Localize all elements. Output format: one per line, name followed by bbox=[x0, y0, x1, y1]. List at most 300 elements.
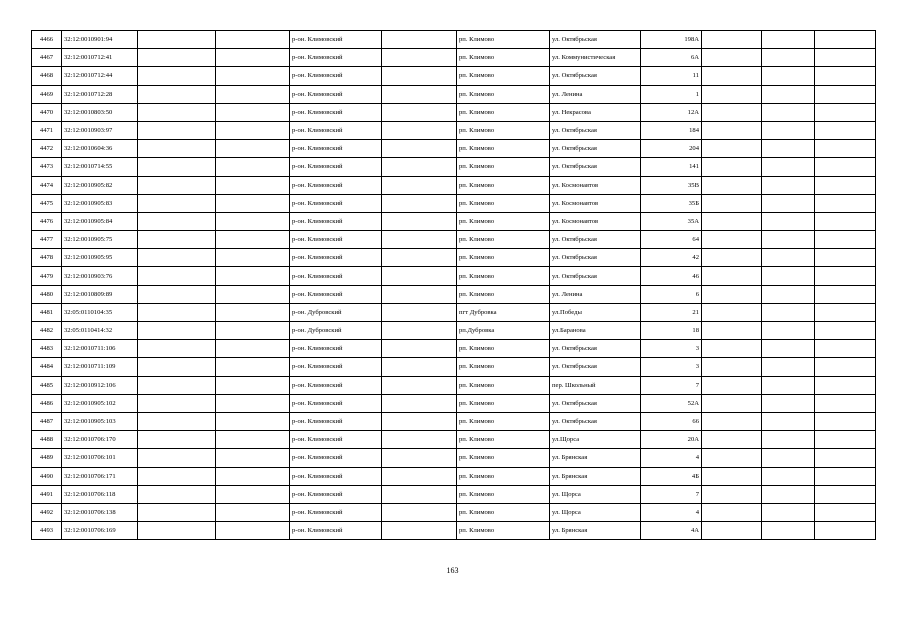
table-row bbox=[32, 249, 876, 267]
cell-record-number: 4468 bbox=[32, 67, 62, 85]
cell-empty bbox=[382, 322, 457, 340]
cell-empty bbox=[382, 376, 457, 394]
cell-empty bbox=[138, 103, 216, 121]
cell-cadastral-number: 32:12:0010905:82 bbox=[62, 176, 138, 194]
cell-empty bbox=[138, 121, 216, 139]
cell-empty bbox=[762, 485, 815, 503]
cell-district: р-он. Климовский bbox=[290, 49, 382, 67]
cell-settlement: рп. Климово bbox=[457, 194, 550, 212]
cell-district: р-он. Климовский bbox=[290, 340, 382, 358]
cell-district: р-он. Дубровский bbox=[290, 322, 382, 340]
cell-street: ул.Победы bbox=[550, 303, 641, 321]
cell-empty bbox=[382, 231, 457, 249]
cell-empty bbox=[762, 140, 815, 158]
registry-body bbox=[32, 31, 876, 540]
cell-street: ул. Октябрьская bbox=[550, 140, 641, 158]
cell-empty bbox=[702, 394, 762, 412]
cell-empty bbox=[216, 303, 290, 321]
cell-record-number: 4479 bbox=[32, 267, 62, 285]
cell-record-number: 4488 bbox=[32, 431, 62, 449]
cell-settlement: рп. Климово bbox=[457, 121, 550, 139]
cell-cadastral-number: 32:12:0010706:138 bbox=[62, 503, 138, 521]
cell-house-number: 3 bbox=[641, 340, 702, 358]
cell-empty bbox=[815, 322, 876, 340]
cell-district: р-он. Климовский bbox=[290, 249, 382, 267]
cell-street: ул. Октябрьская bbox=[550, 31, 641, 49]
cell-empty bbox=[138, 194, 216, 212]
cell-street: ул. Октябрьская bbox=[550, 394, 641, 412]
cell-empty bbox=[702, 194, 762, 212]
cell-district: р-он. Климовский bbox=[290, 267, 382, 285]
cell-house-number: 7 bbox=[641, 485, 702, 503]
cell-empty bbox=[216, 340, 290, 358]
cell-street: ул. Щорса bbox=[550, 503, 641, 521]
cell-record-number: 4469 bbox=[32, 85, 62, 103]
cell-street: ул. Щорса bbox=[550, 485, 641, 503]
cell-record-number: 4493 bbox=[32, 522, 62, 540]
cell-cadastral-number: 32:05:0110104:35 bbox=[62, 303, 138, 321]
cell-district: р-он. Климовский bbox=[290, 412, 382, 430]
cell-cadastral-number: 32:05:0110414:32 bbox=[62, 322, 138, 340]
cell-empty bbox=[138, 503, 216, 521]
cell-empty bbox=[702, 322, 762, 340]
cell-empty bbox=[216, 267, 290, 285]
table-row bbox=[32, 412, 876, 430]
cell-empty bbox=[762, 376, 815, 394]
cell-empty bbox=[216, 358, 290, 376]
cell-empty bbox=[138, 158, 216, 176]
cell-empty bbox=[382, 194, 457, 212]
cell-empty bbox=[702, 267, 762, 285]
cell-settlement: рп. Климово bbox=[457, 503, 550, 521]
cell-settlement: рп. Климово bbox=[457, 85, 550, 103]
cell-record-number: 4487 bbox=[32, 412, 62, 430]
table-row bbox=[32, 485, 876, 503]
cell-empty bbox=[815, 303, 876, 321]
cell-street: ул. Октябрьская bbox=[550, 67, 641, 85]
cell-empty bbox=[702, 376, 762, 394]
cell-empty bbox=[702, 140, 762, 158]
cell-empty bbox=[702, 85, 762, 103]
cell-street: ул. Брянская bbox=[550, 522, 641, 540]
cell-record-number: 4473 bbox=[32, 158, 62, 176]
cell-empty bbox=[216, 285, 290, 303]
cell-empty bbox=[216, 212, 290, 230]
cell-empty bbox=[382, 67, 457, 85]
cell-cadastral-number: 32:12:0010712:44 bbox=[62, 67, 138, 85]
table-row bbox=[32, 394, 876, 412]
cell-empty bbox=[382, 449, 457, 467]
cell-cadastral-number: 32:12:0010706:118 bbox=[62, 485, 138, 503]
table-row bbox=[32, 267, 876, 285]
cell-district: р-он. Климовский bbox=[290, 140, 382, 158]
cell-empty bbox=[382, 358, 457, 376]
cell-empty bbox=[815, 522, 876, 540]
cell-record-number: 4470 bbox=[32, 103, 62, 121]
cell-settlement: рп. Климово bbox=[457, 158, 550, 176]
cell-house-number: 46 bbox=[641, 267, 702, 285]
cell-empty bbox=[815, 158, 876, 176]
cell-house-number: 4 bbox=[641, 503, 702, 521]
cell-house-number: 11 bbox=[641, 67, 702, 85]
cell-empty bbox=[216, 194, 290, 212]
cell-empty bbox=[815, 31, 876, 49]
cell-settlement: рп. Климово bbox=[457, 231, 550, 249]
cell-empty bbox=[138, 249, 216, 267]
cell-empty bbox=[815, 503, 876, 521]
table-row bbox=[32, 194, 876, 212]
cell-empty bbox=[815, 212, 876, 230]
cell-district: р-он. Дубровский bbox=[290, 303, 382, 321]
table-row bbox=[32, 176, 876, 194]
cell-record-number: 4484 bbox=[32, 358, 62, 376]
cell-settlement: рп. Климово bbox=[457, 176, 550, 194]
cell-empty bbox=[216, 103, 290, 121]
cell-empty bbox=[815, 412, 876, 430]
cell-empty bbox=[138, 522, 216, 540]
cell-cadastral-number: 32:12:0010706:169 bbox=[62, 522, 138, 540]
cell-empty bbox=[382, 285, 457, 303]
cell-empty bbox=[382, 212, 457, 230]
cell-house-number: 6 bbox=[641, 285, 702, 303]
cell-record-number: 4466 bbox=[32, 31, 62, 49]
cell-empty bbox=[815, 49, 876, 67]
cell-empty bbox=[762, 267, 815, 285]
cell-empty bbox=[762, 412, 815, 430]
cell-street: ул. Некрасова bbox=[550, 103, 641, 121]
cell-district: р-он. Климовский bbox=[290, 158, 382, 176]
cell-empty bbox=[138, 303, 216, 321]
cell-empty bbox=[702, 503, 762, 521]
cell-settlement: рп. Климово bbox=[457, 140, 550, 158]
cell-district: р-он. Климовский bbox=[290, 431, 382, 449]
cell-district: р-он. Климовский bbox=[290, 467, 382, 485]
cell-district: р-он. Климовский bbox=[290, 121, 382, 139]
cell-empty bbox=[702, 49, 762, 67]
table-row bbox=[32, 358, 876, 376]
cell-district: р-он. Климовский bbox=[290, 394, 382, 412]
cell-empty bbox=[216, 67, 290, 85]
cell-empty bbox=[382, 249, 457, 267]
cell-street: пер. Школьный bbox=[550, 376, 641, 394]
cell-district: р-он. Климовский bbox=[290, 358, 382, 376]
cell-empty bbox=[702, 121, 762, 139]
cell-house-number: 64 bbox=[641, 231, 702, 249]
cell-empty bbox=[138, 340, 216, 358]
cell-empty bbox=[138, 267, 216, 285]
cell-settlement: рп. Климово bbox=[457, 103, 550, 121]
cell-empty bbox=[382, 176, 457, 194]
cell-empty bbox=[762, 340, 815, 358]
cell-street: ул. Космонавтов bbox=[550, 194, 641, 212]
cell-empty bbox=[382, 485, 457, 503]
cell-empty bbox=[815, 340, 876, 358]
table-row bbox=[32, 158, 876, 176]
cell-empty bbox=[762, 449, 815, 467]
cell-district: р-он. Климовский bbox=[290, 503, 382, 521]
table-row bbox=[32, 231, 876, 249]
cell-cadastral-number: 32:12:0010604:36 bbox=[62, 140, 138, 158]
cell-empty bbox=[702, 212, 762, 230]
cell-empty bbox=[382, 340, 457, 358]
cell-cadastral-number: 32:12:0010706:101 bbox=[62, 449, 138, 467]
cell-record-number: 4480 bbox=[32, 285, 62, 303]
cell-record-number: 4486 bbox=[32, 394, 62, 412]
cell-district: р-он. Климовский bbox=[290, 194, 382, 212]
cell-street: ул. Октябрьская bbox=[550, 121, 641, 139]
cell-settlement: рп. Климово bbox=[457, 267, 550, 285]
cell-empty bbox=[762, 503, 815, 521]
cell-empty bbox=[138, 467, 216, 485]
cell-record-number: 4472 bbox=[32, 140, 62, 158]
cell-empty bbox=[138, 394, 216, 412]
cell-empty bbox=[216, 85, 290, 103]
cell-settlement: рп.Дубровка bbox=[457, 322, 550, 340]
cell-empty bbox=[815, 249, 876, 267]
table-row bbox=[32, 449, 876, 467]
cell-settlement: рп. Климово bbox=[457, 376, 550, 394]
cell-settlement: рп. Климово bbox=[457, 431, 550, 449]
cell-record-number: 4482 bbox=[32, 322, 62, 340]
cell-cadastral-number: 32:12:0010905:103 bbox=[62, 412, 138, 430]
cell-empty bbox=[138, 176, 216, 194]
cell-record-number: 4475 bbox=[32, 194, 62, 212]
cell-empty bbox=[815, 358, 876, 376]
cell-empty bbox=[815, 85, 876, 103]
cell-empty bbox=[216, 249, 290, 267]
cell-empty bbox=[382, 140, 457, 158]
cell-settlement: рп. Климово bbox=[457, 449, 550, 467]
cell-empty bbox=[138, 322, 216, 340]
cell-empty bbox=[762, 249, 815, 267]
page-number: 163 bbox=[446, 566, 459, 575]
cell-district: р-он. Климовский bbox=[290, 285, 382, 303]
cell-district: р-он. Климовский bbox=[290, 103, 382, 121]
cell-empty bbox=[762, 176, 815, 194]
table-row bbox=[32, 303, 876, 321]
cell-empty bbox=[382, 394, 457, 412]
cell-settlement: рп. Климово bbox=[457, 212, 550, 230]
cell-empty bbox=[216, 467, 290, 485]
cell-empty bbox=[815, 431, 876, 449]
cell-street: ул. Брянская bbox=[550, 449, 641, 467]
cell-empty bbox=[138, 85, 216, 103]
cell-cadastral-number: 32:12:0010905:95 bbox=[62, 249, 138, 267]
cell-empty bbox=[702, 358, 762, 376]
cell-empty bbox=[762, 522, 815, 540]
cell-empty bbox=[702, 249, 762, 267]
table-row bbox=[32, 49, 876, 67]
cell-settlement: рп. Климово bbox=[457, 340, 550, 358]
cell-empty bbox=[216, 31, 290, 49]
table-row bbox=[32, 121, 876, 139]
table-row bbox=[32, 212, 876, 230]
cell-empty bbox=[216, 140, 290, 158]
cell-district: р-он. Климовский bbox=[290, 67, 382, 85]
cell-district: р-он. Климовский bbox=[290, 522, 382, 540]
cell-record-number: 4471 bbox=[32, 121, 62, 139]
cell-empty bbox=[702, 522, 762, 540]
cell-empty bbox=[762, 67, 815, 85]
table-row bbox=[32, 67, 876, 85]
cell-cadastral-number: 32:12:0010903:76 bbox=[62, 267, 138, 285]
cell-empty bbox=[702, 285, 762, 303]
cell-settlement: рп. Климово bbox=[457, 412, 550, 430]
cell-cadastral-number: 32:12:0010905:102 bbox=[62, 394, 138, 412]
table-row bbox=[32, 340, 876, 358]
cell-district: р-он. Климовский bbox=[290, 485, 382, 503]
cell-settlement: рп. Климово bbox=[457, 394, 550, 412]
cell-empty bbox=[216, 176, 290, 194]
cell-settlement: рп. Климово bbox=[457, 467, 550, 485]
cell-district: р-он. Климовский bbox=[290, 176, 382, 194]
registry-table bbox=[31, 30, 876, 540]
table-row bbox=[32, 285, 876, 303]
cell-empty bbox=[382, 158, 457, 176]
cell-settlement: рп. Климово bbox=[457, 358, 550, 376]
cell-district: р-он. Климовский bbox=[290, 85, 382, 103]
cell-street: ул. Коммунистическая bbox=[550, 49, 641, 67]
cell-house-number: 35Б bbox=[641, 194, 702, 212]
cell-empty bbox=[762, 212, 815, 230]
cell-empty bbox=[138, 412, 216, 430]
cell-empty bbox=[382, 412, 457, 430]
cell-empty bbox=[138, 485, 216, 503]
cell-empty bbox=[702, 431, 762, 449]
cell-empty bbox=[762, 394, 815, 412]
cell-empty bbox=[216, 485, 290, 503]
cell-house-number: 21 bbox=[641, 303, 702, 321]
table-row bbox=[32, 376, 876, 394]
cell-settlement: пгт Дубровка bbox=[457, 303, 550, 321]
cell-house-number: 66 bbox=[641, 412, 702, 430]
cell-empty bbox=[138, 358, 216, 376]
cell-street: ул. Ленина bbox=[550, 85, 641, 103]
cell-cadastral-number: 32:12:0010912:106 bbox=[62, 376, 138, 394]
cell-cadastral-number: 32:12:0010711:109 bbox=[62, 358, 138, 376]
cell-empty bbox=[216, 431, 290, 449]
cell-empty bbox=[216, 394, 290, 412]
cell-empty bbox=[762, 322, 815, 340]
cell-record-number: 4483 bbox=[32, 340, 62, 358]
cell-cadastral-number: 32:12:0010901:94 bbox=[62, 31, 138, 49]
cell-street: ул.Баранова bbox=[550, 322, 641, 340]
cell-empty bbox=[138, 376, 216, 394]
cell-record-number: 4491 bbox=[32, 485, 62, 503]
cell-empty bbox=[216, 412, 290, 430]
table-row bbox=[32, 140, 876, 158]
cell-empty bbox=[815, 194, 876, 212]
cell-house-number: 141 bbox=[641, 158, 702, 176]
cell-house-number: 20А bbox=[641, 431, 702, 449]
cell-record-number: 4474 bbox=[32, 176, 62, 194]
table-row bbox=[32, 431, 876, 449]
cell-empty bbox=[216, 158, 290, 176]
cell-empty bbox=[138, 285, 216, 303]
cell-record-number: 4492 bbox=[32, 503, 62, 521]
table-row bbox=[32, 103, 876, 121]
cell-district: р-он. Климовский bbox=[290, 212, 382, 230]
cell-empty bbox=[762, 467, 815, 485]
cell-empty bbox=[382, 522, 457, 540]
cell-record-number: 4490 bbox=[32, 467, 62, 485]
cell-empty bbox=[702, 303, 762, 321]
cell-district: р-он. Климовский bbox=[290, 376, 382, 394]
cell-settlement: рп. Климово bbox=[457, 249, 550, 267]
cell-street: ул. Космонавтов bbox=[550, 176, 641, 194]
cell-empty bbox=[382, 503, 457, 521]
cell-street: ул. Октябрьская bbox=[550, 249, 641, 267]
cell-empty bbox=[762, 103, 815, 121]
cell-record-number: 4481 bbox=[32, 303, 62, 321]
cell-cadastral-number: 32:12:0010714:55 bbox=[62, 158, 138, 176]
cell-house-number: 1 bbox=[641, 85, 702, 103]
cell-empty bbox=[815, 485, 876, 503]
cell-house-number: 3 bbox=[641, 358, 702, 376]
cell-house-number: 18 bbox=[641, 322, 702, 340]
cell-street: ул. Космонавтов bbox=[550, 212, 641, 230]
cell-empty bbox=[382, 31, 457, 49]
cell-empty bbox=[382, 121, 457, 139]
table-row bbox=[32, 467, 876, 485]
cell-cadastral-number: 32:12:0010712:41 bbox=[62, 49, 138, 67]
cell-empty bbox=[815, 467, 876, 485]
cell-house-number: 35В bbox=[641, 176, 702, 194]
cell-cadastral-number: 32:12:0010706:170 bbox=[62, 431, 138, 449]
cell-empty bbox=[138, 31, 216, 49]
cell-house-number: 198А bbox=[641, 31, 702, 49]
table-row bbox=[32, 322, 876, 340]
cell-street: ул. Октябрьская bbox=[550, 358, 641, 376]
cell-empty bbox=[382, 49, 457, 67]
cell-district: р-он. Климовский bbox=[290, 31, 382, 49]
cell-street: ул. Октябрьская bbox=[550, 340, 641, 358]
cell-empty bbox=[815, 267, 876, 285]
cell-empty bbox=[702, 67, 762, 85]
cell-empty bbox=[216, 522, 290, 540]
cell-empty bbox=[815, 67, 876, 85]
cell-empty bbox=[815, 176, 876, 194]
cell-empty bbox=[815, 103, 876, 121]
cell-cadastral-number: 32:12:0010905:84 bbox=[62, 212, 138, 230]
cell-empty bbox=[762, 303, 815, 321]
cell-empty bbox=[216, 231, 290, 249]
cell-empty bbox=[216, 449, 290, 467]
cell-house-number: 4 bbox=[641, 449, 702, 467]
cell-empty bbox=[216, 376, 290, 394]
cell-district: р-он. Климовский bbox=[290, 231, 382, 249]
cell-settlement: рп. Климово bbox=[457, 522, 550, 540]
cell-empty bbox=[762, 285, 815, 303]
cell-street: ул. Октябрьская bbox=[550, 231, 641, 249]
cell-record-number: 4489 bbox=[32, 449, 62, 467]
cell-cadastral-number: 32:12:0010903:97 bbox=[62, 121, 138, 139]
cell-empty bbox=[382, 103, 457, 121]
cell-empty bbox=[138, 212, 216, 230]
cell-settlement: рп. Климово bbox=[457, 67, 550, 85]
cell-empty bbox=[702, 412, 762, 430]
cell-cadastral-number: 32:12:0010711:106 bbox=[62, 340, 138, 358]
cell-empty bbox=[138, 140, 216, 158]
cell-empty bbox=[216, 121, 290, 139]
cell-house-number: 7 bbox=[641, 376, 702, 394]
cell-house-number: 184 bbox=[641, 121, 702, 139]
cell-house-number: 6А bbox=[641, 49, 702, 67]
cell-empty bbox=[382, 431, 457, 449]
cell-cadastral-number: 32:12:0010905:83 bbox=[62, 194, 138, 212]
cell-cadastral-number: 32:12:0010905:75 bbox=[62, 231, 138, 249]
cell-street: ул. Октябрьская bbox=[550, 158, 641, 176]
